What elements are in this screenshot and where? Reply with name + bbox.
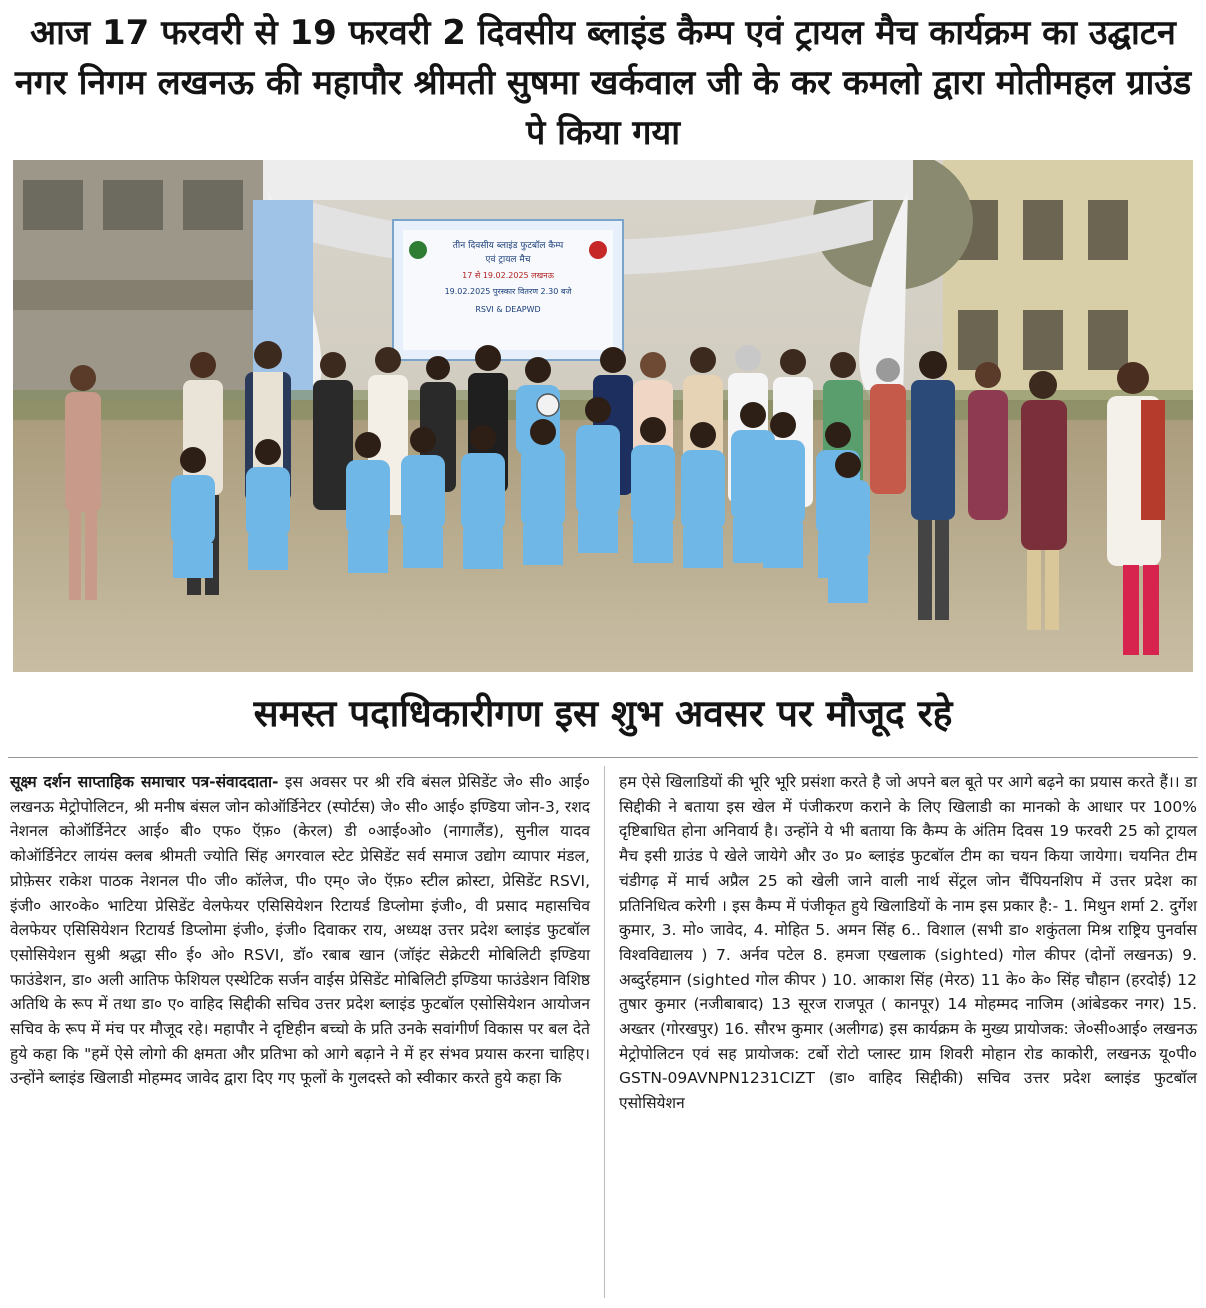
article-column-left: [10, 770, 590, 1091]
subheadline: समस्त पदाधिकारीगण इस शुभ अवसर पर मौजूद रहे: [253, 692, 953, 735]
article-column-right: [619, 770, 1197, 1116]
column-rule: [8, 757, 1198, 758]
article-text-left: इस अवसर पर श्री रवि बंसल प्रेसिडेंट जे० सी० आई० लखनऊ मेट्रोपोलिटन, श्री मनीष बंसल जोन कोऑर्डिनेटर (स्पोर्टस) जे० सी० आई० इण्डिया जोन-3, रशद नेशनल कोऑर्डिनेटर आई० बी० एफ० ऍफ़० (केरल) डी ०आई०ओ० (नागालैंड), सुनील यादव कोऑर्डिनेटर लायंस क्लब श्रीमती ज्योति सिंह अगरवाल स्टेट प्रेसिडेंट सर्व समाज उद्योग व्यापार मंडल, प्रोफ़ेसर राकेश पाठक नेशनल पी० जी० कॉलेज, पी० एम्० जे० ऍफ़० स्टील क्रोस्टा, प्रेसिडेंट RSVI, इंजी० आर०के० भाटिया प्रेसिडेंट वेलफेयर एसिसियेशन रिटायर्ड डिप्लोमा इंजी०, वी प्रसाद महासचिव वेलफेयर एसिसियेशन रिटायर्ड डिप्लोमा इंजी०, इंजी० दिवाकर राय, अध्यक्ष उत्तर प्रदेश ब्लाइंड फुटबॉल एसोसियेशन सुश्री श्रद्धा सी० ई० ओ० RSVI, डॉ० रबाब खान (जॉइंट सेक्रेटरी मोबिलिटी इण्डिया फाउंडेशन, डा० अली आतिफ फेशियल एस्थेटिक सर्जन वाईस प्रेसिडेंट मोबिलिटी इण्डिया फाउंडेशन विशिष्ठ अतिथि के रूप में तथा डा० ए० वाहिद सिद्दीकी सचिव उत्तर प्रदेश ब्लाइंड फुटबॉल एसोसियेशन आयोजन सचिव के रूप में मंच पर मौजूद रहे। महापौर ने दृष्टिहीन बच्चो के प्रति उनके सवांगीर्ण विकास पर बल देते हुये कहा कि "हमें ऐसे लोगो की क्षमता और प्रतिभा को आगे बढ़ाने ने में हर संभव प्रयास करना चाहिए। उन्होंने ब्लाइंड खिलाडी मोहम्मद जावेद द्वारा दिए गए फूलों के गुलदस्ते को स्वीकार करते हुये कहा कि: [10, 773, 590, 1088]
headline: आज 17 फरवरी से 19 फरवरी 2 दिवसीय ब्लाइंड कैम्प एवं ट्रायल मैच कार्यक्रम का उद्घाटन नगर निगम लखनऊ की महापौर श्रीमती सुषमा खर्कवाल जी के कर कमलो द्वारा मोतीमहल ग्राउंड पे किया गया: [14, 13, 1192, 153]
article-text-right: हम ऐसे खिलाडियों की भूरि भूरि प्रसंशा करते है जो अपने बल बूते पर आगे बढ़ने का प्रयास करते हैं।। डा सिद्दीकी ने बताया इस खेल में पंजीकरण कराने के लिए खिलाडी का मानको के आधार पर 100% दृष्टिबाधित होना अनिवार्य है। उन्होंने ये भी बताया कि कैम्प के अंतिम दिवस 19 फरवरी 25 को ट्रायल मैच इसी ग्राउंड पे खेले जायेगे और उ० प्र० ब्लाइंड फुटबॉल टीम का चयन किया जायेगा। चयनित टीम चंडीगढ़ में मार्च अप्रैल 25 को खेली जाने वाली नार्थ सेंट्रल जोन चैंपियनशिप में उत्तर प्रदेश का प्रतिनिधित्व करेगी । इस कैम्प में पंजीकृत हुये खिलाडियों के नाम इस प्रकार है:- 1. मिथुन शर्मा 2. दुर्गेश कुमार, 3. मो० जावेद, 4. मोहित 5. अमन सिंह 6.. विशाल (सभी डा० शकुंतला मिश्र राष्ट्रिय पुनर्वास विश्वविद्यालय ) 7. अर्नव पटेल 8. हमजा एखलाक (sighted) गोल कीपर (दोनों लखनऊ) 9. अब्दुर्रहमान (sighted गोल कीपर ) 10. आकाश सिंह (मेरठ) 11 के० के० सिंह चौहान (हरदोई) 12 तुषार कुमार (नजीबाबाद) 13 सूरज राजपूत ( कानपूर) 14 मोहम्मद नाजिम (आंबेडकर नगर) 15. अख्तर (गोरखपुर) 16. सौरभ कुमार (अलीगढ) इस कार्यक्रम के मुख्य प्रायोजक: जे०सी०आई० लखनऊ मेट्रोपोलिटन एवं सह प्रायोजक: टर्बो रोटो प्लास्ट ग्राम शिवरी मोहान रोड काकोरी, लखनऊ यू०पी० GSTN-09AVNPN1231CIZT (डा० वाहिद सिद्दीकी) सचिव उत्तर प्रदेश ब्लाइंड फुटबॉल एसोसियेशन: [619, 773, 1197, 1113]
banner-line-3: 17 से 19.02.2025 लखनऊ: [462, 271, 554, 280]
event-banner: [393, 220, 623, 360]
column-divider: [604, 766, 605, 1298]
banner-line-5: RSVI & DEAPWD: [475, 305, 541, 314]
banner-logo-icon: [589, 241, 607, 259]
banner-line-4: 19.02.2025 पुरस्कार वितरण 2.30 बजे: [444, 287, 572, 296]
banner-line-1: तीन दिवसीय ब्लाइंड फुटबॉल कैम्प: [452, 241, 564, 251]
side-banner: [253, 200, 313, 400]
football-icon: [537, 394, 559, 416]
banner-line-2: एवं ट्रायल मैच: [485, 255, 531, 265]
article-byline: सूक्ष्म दर्शन साप्ताहिक समाचार पत्र-संवाददाता-: [10, 773, 279, 791]
banner-logo-icon: [409, 241, 427, 259]
group-photo: [13, 160, 1193, 672]
